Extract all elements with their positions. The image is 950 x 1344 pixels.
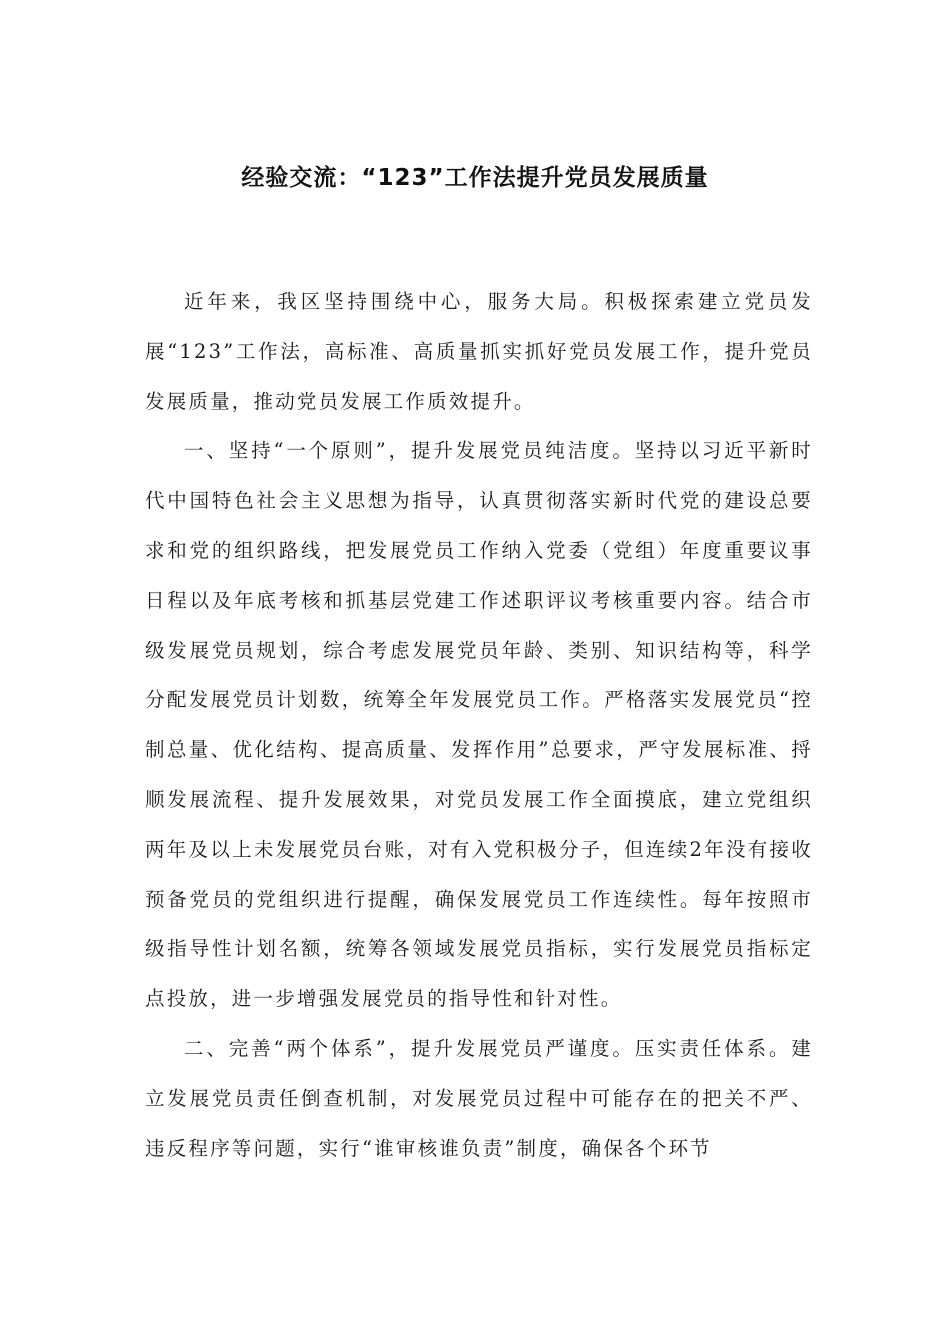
paragraph-section-two: 二、完善“两个体系”，提升发展党员严谨度。压实责任体系。建立发展党员责任倒查机制，对发展党员过程中可能存在的把关不严、违反程序等问题，实行“谁审核谁负责”制度，确保各个环节 xyxy=(145,1036,813,1160)
paragraph-section-one: 一、坚持“一个原则”，提升发展党员纯洁度。坚持以习近平新时代中国特色社会主义思想为指导，认真贯彻落实新时代党的建设总要求和党的组织路线，把发展党员工作纳入党委（党组）年度重要议事日程以及年底考核和抓基层党建工作述职评议考核重要内容。结合市级发展党员规划，综合考虑发展党员年龄、类别、知识结构等，科学分配发展党员计划数，统筹全年发展党员工作。严格落实发展党员“控制总量、优化结构、提高质量、发挥作用”总要求，严守发展标准、捋顺发展流程、提升发展效果，对党员发展工作全面摸底，建立党组织两年及以上未发展党员台账，对有入党积极分子，但连续2年没有接收预备党员的党组织进行提醒，确保发展党员工作连续性。每年按照市级指导性计划名额，统筹各领域发展党员指标，实行发展党员指标定点投放，进一步增强发展党员的指导性和针对性。 xyxy=(145,439,813,1011)
document-title: 经验交流：“123”工作法提升党员发展质量 xyxy=(241,165,709,191)
document-body xyxy=(145,277,813,1173)
paragraph-intro: 近年来，我区坚持围绕中心，服务大局。积极探索建立党员发展“123”工作法，高标准、高质量抓实抓好党员发展工作，提升党员发展质量，推动党员发展工作质效提升。 xyxy=(145,290,813,413)
